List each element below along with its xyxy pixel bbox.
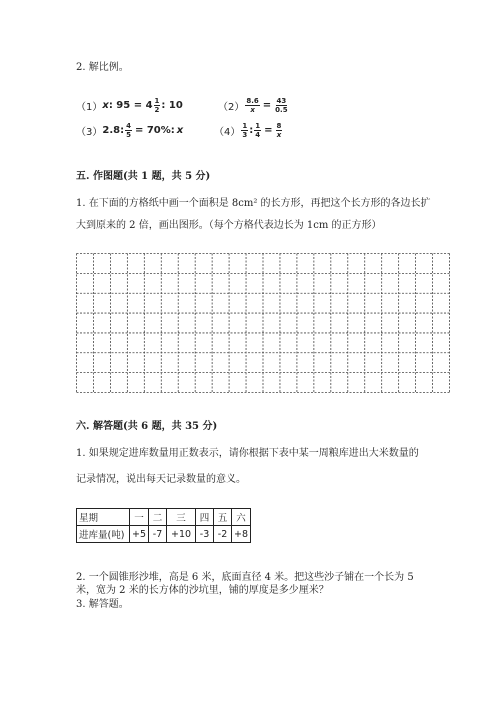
fraction-denominator: 0.5 (275, 105, 288, 114)
fraction-denominator: 2 (154, 105, 160, 114)
equation-1-var: x (102, 99, 109, 111)
fraction-denominator: x (276, 130, 282, 139)
equation-4-number: （4） (214, 126, 241, 138)
table-row (77, 526, 251, 543)
equation-4-colon: : (249, 124, 254, 136)
grid-paper (76, 253, 450, 393)
equation-1-tail: : 10 (161, 99, 183, 111)
fraction-denominator: 4 (255, 130, 261, 139)
equation-2-equals: = (262, 99, 272, 111)
fraction-numerator: 8.6 (246, 96, 259, 105)
fraction-denominator: x (250, 105, 255, 114)
table-cell: +8 (232, 526, 251, 543)
equation-4-equals: = (264, 124, 273, 136)
fraction-numerator: 4 (126, 121, 131, 130)
equation-3-var: x (176, 124, 184, 136)
section-5-question-line-2: 大到原来的 2 倍，画出图形。（每个方格代表边长为 1cm 的正方形） (76, 220, 382, 231)
table-cell: 星期 (77, 509, 130, 526)
equation-2-number: （2） (218, 101, 245, 113)
table-cell: 进库量(吨) (77, 526, 130, 543)
equation-3-fraction (125, 122, 132, 139)
equation-3-text: 2.8: (102, 124, 125, 136)
equation-4-fraction-2 (254, 122, 261, 139)
fraction-numerator: 8 (276, 121, 282, 130)
table-cell: +5 (130, 526, 149, 543)
fraction-numerator: 1 (255, 121, 261, 130)
section-5-heading: 五. 作图题(共 1 题，共 5 分) (76, 171, 211, 182)
equation-4-fraction-3 (276, 122, 283, 139)
equation-4-fraction-1 (241, 122, 248, 139)
fraction-denominator: 5 (126, 130, 131, 139)
table-cell: 六 (232, 509, 251, 526)
equation-2-fraction-left (245, 97, 259, 114)
section-6-heading: 六. 解答题(共 6 题，共 35 分) (76, 421, 218, 432)
equation-3-middle: = 70%: (134, 124, 175, 136)
table-cell: 一 (130, 509, 149, 526)
table-cell: -7 (149, 526, 167, 543)
equation-1-number: （1） (76, 101, 103, 113)
equation-1 (76, 97, 183, 113)
table-row (77, 509, 251, 526)
equation-1-fraction (154, 97, 161, 114)
table-cell: +10 (167, 526, 196, 543)
section-6-question-1-line-2: 记录情况，说出每天记录数量的意义。 (76, 474, 246, 485)
equation-4 (214, 120, 283, 140)
fraction-numerator: 1 (154, 96, 160, 105)
q2-title: 2. 解比例。 (76, 62, 129, 73)
section-6-question-2-line-1: 2. 一个圆锥形沙堆，高是 6 米，底面直径 4 米。把这些沙子铺在一个长为 5 (76, 572, 414, 583)
equation-2 (218, 95, 290, 115)
equation-1-text: : 95 = 4 (108, 99, 153, 111)
equation-3-number: （3） (76, 126, 103, 138)
fraction-numerator: 1 (242, 121, 248, 130)
section-6-question-3: 3. 解答题。 (76, 599, 129, 610)
table-cell: 四 (196, 509, 214, 526)
fraction-denominator: 3 (242, 130, 248, 139)
equation-2-fraction-right (274, 97, 288, 114)
section-6-question-2-line-2: 米，宽为 2 米的长方体的沙坑里，铺的厚度是多少厘米？ (76, 585, 329, 596)
table-cell: -2 (214, 526, 232, 543)
table-cell: 二 (149, 509, 167, 526)
table-cell: 三 (167, 509, 196, 526)
fraction-numerator: 43 (276, 96, 287, 105)
record-table (76, 508, 251, 543)
equation-3 (76, 122, 183, 138)
table-cell: -3 (196, 526, 214, 543)
section-5-question-line-1: 1. 在下面的方格纸中画一个面积是 8cm² 的长方形，再把这个长方形的各边长扩 (76, 198, 431, 209)
section-6-question-1-line-1: 1. 如果规定进库数量用正数表示，请你根据下表中某一周粮库进出大米数量的 (76, 448, 419, 459)
table-cell: 五 (214, 509, 232, 526)
